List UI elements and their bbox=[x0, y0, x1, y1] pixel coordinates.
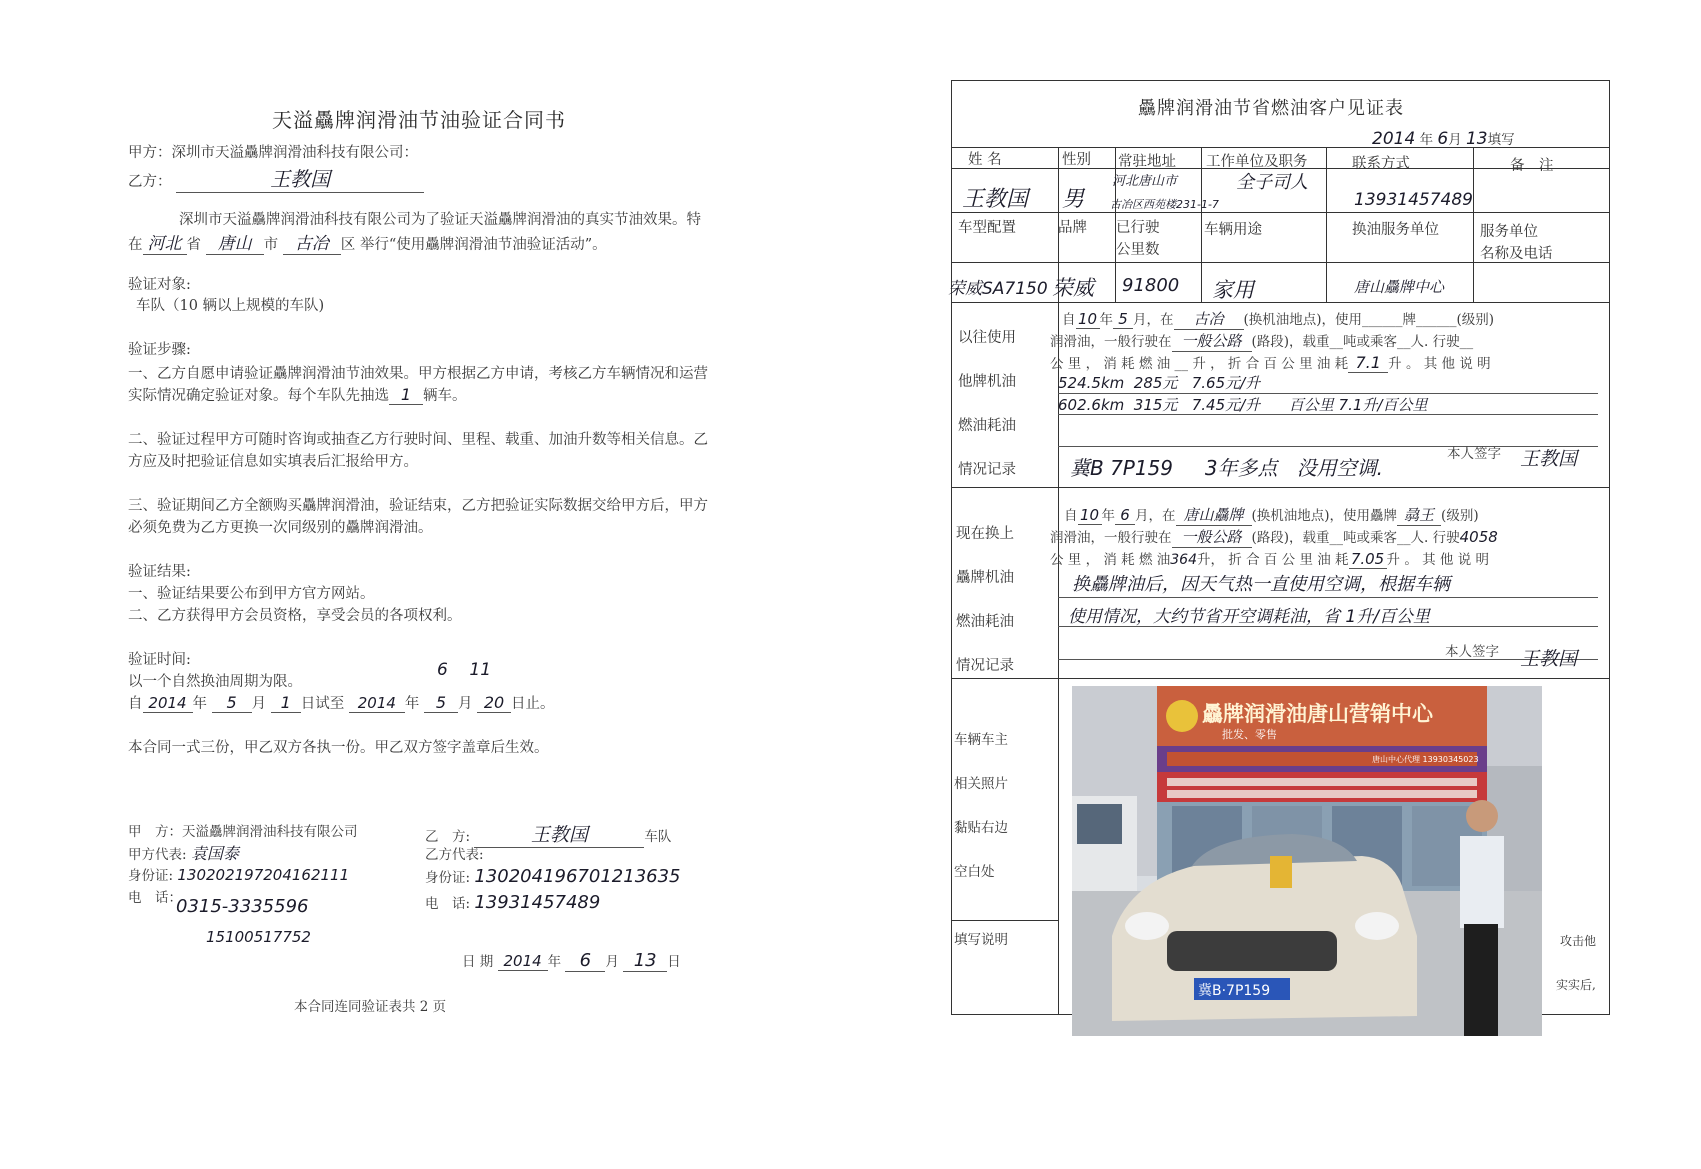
prev-label-4: 情况记录 bbox=[958, 462, 1016, 478]
sign-a-id: 身份证: 130202197204162111 bbox=[128, 866, 350, 884]
prev-label-1: 以往使用 bbox=[958, 330, 1016, 346]
sign-b-party: 乙 方: 王教国 车队 bbox=[425, 820, 671, 848]
photo-label-4: 空白处 bbox=[954, 864, 995, 880]
value-work: 全子司人 bbox=[1236, 172, 1308, 193]
step-2-line-a: 二、验证过程甲方可随时咨询或抽查乙方行驶时间、里程、载重、加油升数等相关信息。乙 bbox=[128, 432, 708, 448]
now-label-4: 情况记录 bbox=[956, 658, 1014, 674]
now-note-1: 换驫牌油后，因天气热一直使用空调，根据车辆 bbox=[1072, 574, 1450, 595]
party-b-label: 乙方： bbox=[128, 174, 172, 190]
step-1-line-b: 实际情况确定验证对象。每个车队先抽选 1 辆车。 bbox=[128, 385, 467, 404]
prev-signature: 王教国 bbox=[1520, 448, 1578, 470]
value-km: 91800 bbox=[1122, 275, 1180, 296]
owner-car-photo bbox=[1072, 686, 1542, 1036]
now-signature: 王教国 bbox=[1520, 648, 1578, 670]
now-line-3: 公 里 ， 消 耗 燃 油364升， 折 合 百 公 里 油 耗 7.05 升 。 其 他 说 明 bbox=[1050, 550, 1489, 568]
header-model: 车型配置 bbox=[958, 220, 1016, 236]
party-b-name: 王教国 bbox=[176, 163, 424, 193]
value-address-1: 河北唐山市 bbox=[1112, 174, 1178, 189]
prev-sign-label: 本人签字 bbox=[1447, 446, 1501, 462]
step-3-line-b: 必须免费为乙方更换一次同级别的驫牌润滑油。 bbox=[128, 520, 433, 536]
header-note: 备 注 bbox=[1510, 158, 1554, 174]
result-1: 一、验证结果要公布到甲方官方网站。 bbox=[128, 586, 375, 602]
sign-b-tel: 电 话: 13931457489 bbox=[425, 892, 601, 913]
sign-b-id: 身份证: 130204196701213635 bbox=[425, 866, 681, 887]
value-service: 唐山驫牌中心 bbox=[1354, 278, 1445, 296]
prev-label-2: 他牌机油 bbox=[958, 374, 1016, 390]
side-note-1: 攻击他 bbox=[1560, 934, 1597, 948]
now-label-3: 燃油耗油 bbox=[956, 614, 1014, 630]
step-3-line-a: 三、验证期间乙方全额购买驫牌润滑油，验证结束，乙方把验证实际数据交给甲方后，甲方 bbox=[128, 498, 708, 514]
party-a-line: 甲方：深圳市天溢驫牌润滑油科技有限公司： bbox=[128, 145, 418, 161]
fill-date: 2014 年 6月 13填写 bbox=[1372, 129, 1515, 149]
header-contact: 联系方式 bbox=[1352, 156, 1410, 172]
time-hw-top: 6 11 bbox=[437, 660, 492, 680]
side-note-2: 实实后, bbox=[1556, 978, 1596, 992]
intro-line-1: 深圳市天溢驫牌润滑油科技有限公司为了验证天溢驫牌润滑油的真实节油效果。特 bbox=[179, 212, 701, 228]
step-1-line-a: 一、乙方自愿申请验证驫牌润滑油节油效果。甲方根据乙方申请，考核乙方车辆情况和运营 bbox=[128, 366, 708, 382]
now-line-1: 自 10 年 6 月，在 唐山驫牌 (换机油地点)，使用驫牌 骉王 (级别) bbox=[1064, 506, 1479, 524]
owner-shirt bbox=[1460, 836, 1504, 928]
photo-plate-text: 冀B·7P159 bbox=[1198, 983, 1271, 999]
intro-line-2: 在 河北 省 唐山 市 古冶 区 举行“使用驫牌润滑油节油验证活动”。 bbox=[128, 229, 607, 255]
target-heading: 验证对象: bbox=[128, 277, 191, 293]
header-service-name-2: 名称及电话 bbox=[1480, 246, 1553, 262]
sign-a-rep-signature: 袁国泰 bbox=[190, 844, 239, 863]
sign-b-rep-label: 乙方代表: bbox=[425, 847, 484, 863]
header-brand: 品牌 bbox=[1058, 220, 1087, 236]
owner-trousers bbox=[1464, 924, 1498, 1036]
prev-label-3: 燃油耗油 bbox=[958, 418, 1016, 434]
header-service: 换油服务单位 bbox=[1352, 222, 1439, 238]
party-b-line bbox=[128, 163, 424, 193]
step-2-line-b: 方应及时把验证信息如实填表后汇报给甲方。 bbox=[128, 454, 418, 470]
sign-a-rep: 甲方代表: 袁国泰 bbox=[128, 844, 239, 863]
sign-a-tel-label: 电 话： bbox=[128, 890, 182, 906]
value-sex: 男 bbox=[1062, 187, 1085, 212]
sign-b-party-signature: 王教国 bbox=[474, 820, 644, 848]
now-label-1: 现在换上 bbox=[956, 526, 1014, 542]
value-brand: 荣威 bbox=[1052, 276, 1094, 300]
photo-label-3: 黏贴右边 bbox=[954, 820, 1008, 836]
time-line-1: 以一个自然换油周期为限。 bbox=[128, 674, 302, 690]
intro-city: 唐山 bbox=[206, 229, 264, 255]
sign-a-tel-2: 15100517752 bbox=[206, 928, 311, 946]
value-use: 家用 bbox=[1212, 278, 1254, 302]
prev-line-1: 自 10 年 5 月，在 古冶 (换机油地点)，使用______牌______(级别) bbox=[1062, 310, 1495, 328]
copies-note: 本合同一式三份，甲乙双方各执一份。甲乙双方签字盖章后生效。 bbox=[128, 740, 549, 756]
prev-line-2: 润滑油，一般行驶在 一般公路 (路段)，载重__吨或乘客__人. 行驶__ bbox=[1050, 332, 1474, 350]
intro-province: 河北 bbox=[143, 229, 187, 255]
photo-label-2: 相关照片 bbox=[954, 776, 1008, 792]
target-text: 车队（10 辆以上规模的车队) bbox=[136, 298, 325, 314]
header-address: 常驻地址 bbox=[1118, 154, 1176, 170]
result-heading: 验证结果: bbox=[128, 564, 191, 580]
prev-note-3: 冀B 7P159 3年多点 没用空调. bbox=[1070, 456, 1383, 480]
car-grille bbox=[1167, 931, 1337, 971]
header-km-1: 已行驶 bbox=[1116, 220, 1160, 236]
intro-district: 古冶 bbox=[283, 229, 341, 255]
header-service-name-1: 服务单位 bbox=[1480, 224, 1538, 240]
header-use: 车辆用途 bbox=[1204, 222, 1262, 238]
now-label-2: 驫牌机油 bbox=[956, 570, 1014, 586]
prev-line-3: 公 里 ， 消 耗 燃 油 __ 升 ， 折 合 百 公 里 油 耗 7.1 升 。 其 他 说 明 bbox=[1050, 353, 1491, 372]
photo-label-1: 车辆车主 bbox=[954, 732, 1008, 748]
form-title: 驫牌润滑油节省燃油客户见证表 bbox=[1138, 98, 1404, 119]
value-contact: 13931457489 bbox=[1354, 190, 1473, 210]
photo-sign-small: 唐山中心代理 13930345023 bbox=[1372, 755, 1479, 764]
now-sign-label: 本人签字 bbox=[1445, 644, 1499, 660]
sign-a-party: 甲 方：天溢驫牌润滑油科技有限公司 bbox=[128, 824, 358, 840]
header-sex: 性别 bbox=[1062, 152, 1091, 168]
time-line-2: 自 2014 年 5 月 1 日试至 2014 年 5 月 20 日止。 bbox=[128, 693, 555, 712]
brand-logo-icon bbox=[1166, 700, 1198, 732]
photo-sign-sub: 批发、零售 bbox=[1222, 728, 1277, 741]
cars-count: 1 bbox=[389, 385, 423, 405]
fill-instructions-label: 填写说明 bbox=[954, 932, 1008, 948]
steps-heading: 验证步骤: bbox=[128, 342, 191, 358]
photo-sign-title: 驫牌润滑油唐山营销中心 bbox=[1202, 702, 1433, 726]
value-address-2: 古冶区西苑楼231-1-7 bbox=[1110, 198, 1219, 211]
prev-note-2: 602.6km 315元 7.45元/升 百公里 7.1升/百公里 bbox=[1058, 396, 1428, 414]
time-heading: 验证时间: bbox=[128, 652, 191, 668]
sign-a-tel-1: 0315-3335596 bbox=[176, 896, 309, 917]
contract-date: 日 期 2014 年 6 月 13 日 bbox=[462, 950, 681, 971]
contract-title: 天溢驫牌润滑油节油验证合同书 bbox=[272, 108, 566, 132]
result-2: 二、乙方获得甲方会员资格，享受会员的各项权利。 bbox=[128, 608, 462, 624]
now-note-2: 使用情况，大约节省开空调耗油，省 1升/百公里 bbox=[1068, 607, 1430, 627]
header-name: 姓 名 bbox=[968, 152, 1002, 168]
photo-scene bbox=[1072, 686, 1542, 1036]
now-line-2: 润滑油，一般行驶在 一般公路 (路段)，载重__吨或乘客__人. 行驶4058 bbox=[1050, 528, 1498, 546]
contract-footer: 本合同连同验证表共 2 页 bbox=[294, 999, 447, 1015]
oil-bottle bbox=[1270, 856, 1292, 888]
prev-note-1: 524.5km 285元 7.65元/升 bbox=[1058, 374, 1261, 392]
value-model: 荣威SA7150 bbox=[948, 279, 1048, 299]
header-km-2: 公里数 bbox=[1116, 242, 1160, 258]
value-name: 王教国 bbox=[962, 187, 1029, 212]
owner-head bbox=[1466, 800, 1498, 832]
header-work: 工作单位及职务 bbox=[1206, 154, 1308, 170]
